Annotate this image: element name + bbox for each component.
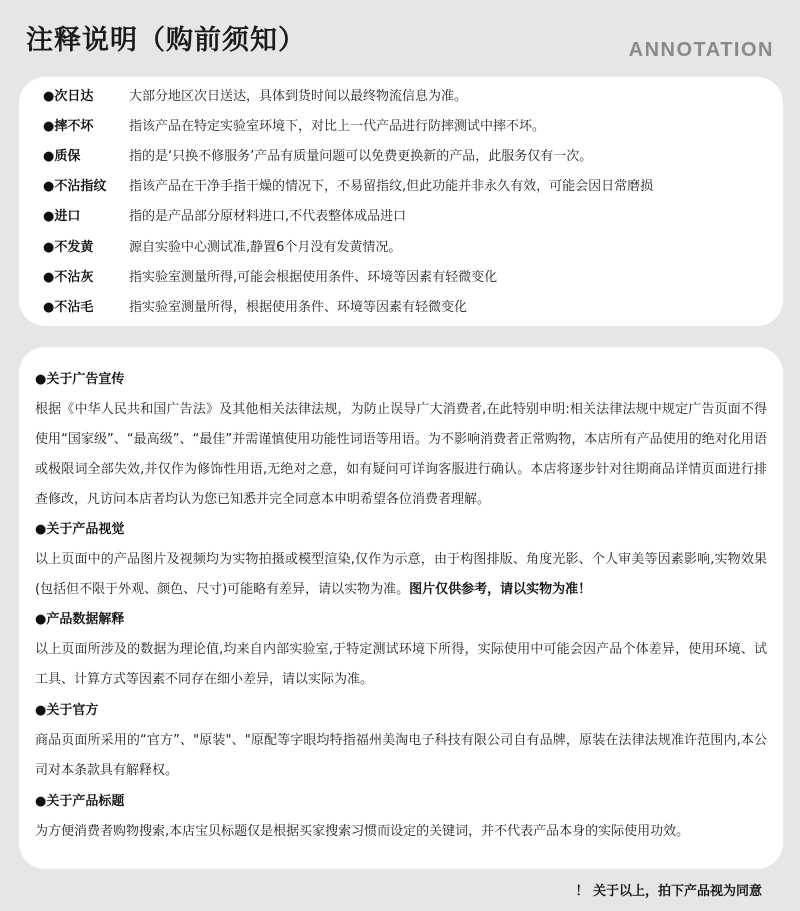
footer-agreement-note: ！ 关于以上，拍下产品视为同意 <box>575 884 762 899</box>
term-row-drop-proof <box>43 113 545 135</box>
notice-title <box>35 787 767 847</box>
term-row-next-day <box>43 83 467 105</box>
term-label: ●不发黄 <box>43 239 94 255</box>
notice-ad <box>35 365 767 515</box>
notice-heading: ●关于官方 <box>35 703 99 718</box>
term-desc: 指实验室测量所得，根据使用条件、环境等因素有轻微变化 <box>129 299 468 315</box>
term-row-anti-fingerprint <box>43 173 653 195</box>
notice-text-body: 以上页面中的产品图片及视频均为实物拍摄或模型渲染,仅作为示意，由于构图排版、角度光影、个人审美等因素影响,实物效果(包括但不限于外观、颜色、尺寸)可能略有差异，请以实物为准。 <box>35 552 767 597</box>
term-row-imported <box>43 203 406 225</box>
term-label: ●不沾毛 <box>43 299 94 315</box>
term-desc: 指实验室测量所得,可能会根据使用条件、环境等因素有轻微变化 <box>129 269 498 285</box>
notice-visual <box>35 515 767 605</box>
term-desc: 大部分地区次日送达，具体到货时间以最终物流信息为准。 <box>129 88 468 104</box>
notice-text: 商品页面所采用的“官方”、"原装"、"原配等字眼均特指福州美淘电子科技有限公司自有品牌，原装在法律法规准许范围内,本公司对本条款具有解释权。 <box>35 733 767 778</box>
term-label: ●质保 <box>43 148 81 164</box>
annotation-label: ANNOTATION <box>628 39 774 61</box>
notice-text: 以上页面所涉及的数据为理论值,均来自内部实验室,于特定测试环境下所得，实际使用中可能会因产品个体差异，使用环境、试工具、计算方式等因素不同存在细小差异，请以实际为准。 <box>35 642 767 687</box>
notice-text: 为方便消费者购物搜索,本店宝贝标题仅是根据买家搜索习惯而设定的关键词，并不代表产品本身的实际使用功效。 <box>35 824 690 839</box>
term-desc: 指的是‘只换不修服务’产品有质量问题可以免费更换新的产品，此服务仅有一次。 <box>129 148 593 164</box>
term-desc: 指该产品在干净手指干燥的情况下，不易留指纹,但此功能并非永久有效，可能会因日常磨损 <box>129 178 654 194</box>
notice-heading: ●产品数据解释 <box>35 612 125 627</box>
term-label: ●摔不坏 <box>43 118 94 134</box>
notices-card <box>19 347 783 869</box>
notice-heading: ●关于广告宣传 <box>35 372 125 387</box>
term-desc: 源自实验中心测试准,静置6个月没有发黄情况。 <box>129 239 402 255</box>
terms-card <box>19 77 783 326</box>
notice-heading: ●关于产品标题 <box>35 794 125 809</box>
notice-data <box>35 605 767 695</box>
term-label: ●次日达 <box>43 88 94 104</box>
term-row-dust-proof <box>43 264 497 286</box>
term-desc: 指该产品在特定实验室环境下，对比上一代产品进行防摔测试中摔不坏。 <box>129 118 546 134</box>
page-title: 注释说明（购前须知） <box>26 25 306 56</box>
term-row-warranty <box>43 143 592 165</box>
notice-heading: ●关于产品视觉 <box>35 522 125 537</box>
notice-official <box>35 696 767 786</box>
term-label: ●不沾指纹 <box>43 178 107 194</box>
term-label: ●进口 <box>43 208 81 224</box>
notice-text <box>35 545 767 605</box>
notice-text: 根据《中华人民共和国广告法》及其他相关法律法规，为防止误导广大消费者,在此特别申明:相关法律法规中规定广告页面不得使用“国家级”、“最高级”、“最佳”并需谨慎使用功能性词语等用语。为不影响消费者正常购物，本店所有产品使用的绝对化用语或极限词全部失效,并仅作为修饰性用语,无绝对之意，如有疑问可详询客服进行确认。本店将逐步针对往期商品详情页面进行排查修改，凡访问本店者均认为您已知悉并完全同意本申明希望各位消费者理解。 <box>35 402 767 507</box>
term-row-no-yellowing <box>43 234 401 256</box>
term-desc: 指的是产品部分原材料进口,不代表整体成品进口 <box>129 208 407 224</box>
term-row-lint-proof <box>43 294 467 316</box>
notice-text-bold: 图片仅供参考，请以实物为准！ <box>409 582 592 597</box>
term-label: ●不沾灰 <box>43 269 94 285</box>
